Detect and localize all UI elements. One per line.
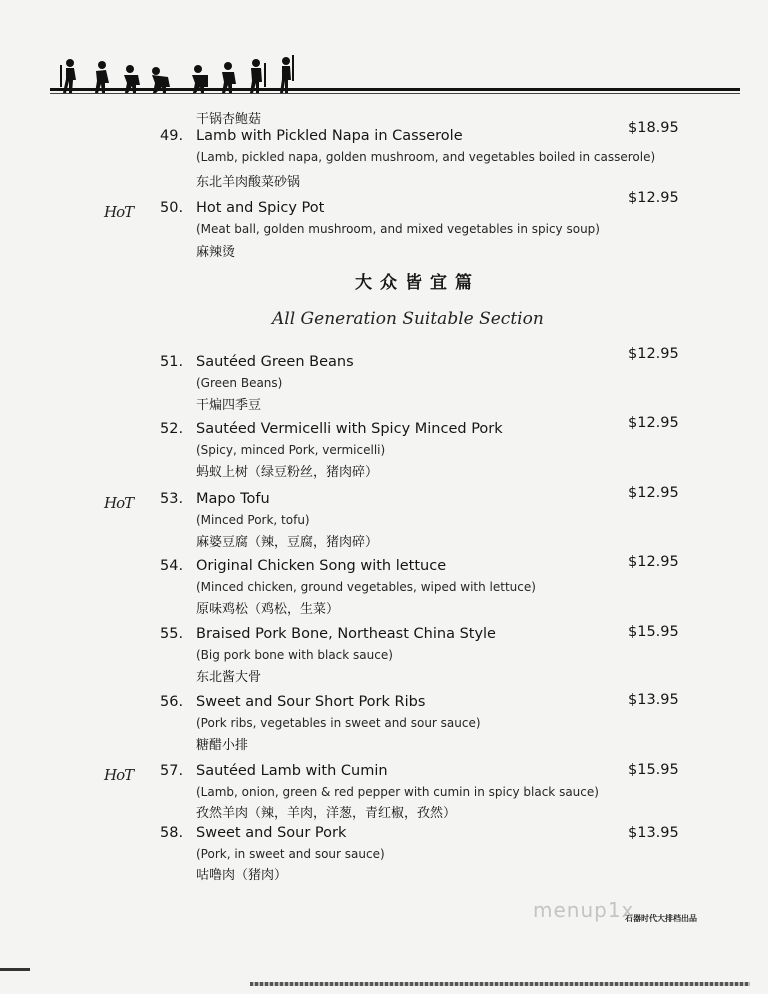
item-name: Sweet and Sour Pork — [196, 825, 347, 841]
item-number: 55. — [160, 626, 184, 642]
item-description: (Pork, in sweet and sour sauce) — [196, 847, 385, 861]
item-description: (Green Beans) — [196, 376, 283, 390]
item-price: $13.95 — [628, 692, 679, 708]
item-name: Sautéed Lamb with Cumin — [196, 763, 388, 779]
item-number: 52. — [160, 421, 184, 437]
item-chinese-name: 咕噜肉（猪肉） — [196, 868, 288, 883]
prev-item-chinese-name: 干锅杏鲍菇 — [196, 112, 262, 127]
hot-marker: HoT — [104, 203, 134, 221]
hot-marker: HoT — [104, 494, 134, 512]
site-watermark: menup1x — [533, 898, 635, 922]
item-price: $12.95 — [628, 485, 679, 501]
scan-edge — [0, 968, 30, 971]
item-description: (Lamb, onion, green & red pepper with cumin in spicy black sauce) — [196, 785, 599, 799]
section-title-english: All Generation Suitable Section — [272, 309, 544, 329]
item-description: (Pork ribs, vegetables in sweet and sour sauce) — [196, 716, 481, 730]
item-name: Sweet and Sour Short Pork Ribs — [196, 694, 426, 710]
item-chinese-name: 麻辣烫 — [196, 245, 236, 260]
bottom-rule — [250, 982, 750, 986]
item-description: (Big pork bone with black sauce) — [196, 648, 393, 662]
item-number: 51. — [160, 354, 184, 370]
item-price: $18.95 — [628, 120, 679, 136]
item-price: $12.95 — [628, 554, 679, 570]
item-chinese-name: 东北酱大骨 — [196, 670, 262, 685]
item-name: Mapo Tofu — [196, 491, 270, 507]
item-name: Lamb with Pickled Napa in Casserole — [196, 128, 463, 144]
item-chinese-name: 原味鸡松（鸡松，生菜） — [196, 602, 340, 617]
item-chinese-name: 糖醋小排 — [196, 738, 249, 753]
item-description: (Meat ball, golden mushroom, and mixed vegetables in spicy soup) — [196, 222, 600, 236]
item-name: Braised Pork Bone, Northeast China Style — [196, 626, 496, 642]
item-number: 50. — [160, 200, 184, 216]
item-price: $12.95 — [628, 346, 679, 362]
item-chinese-name: 蚂蚁上树（绿豆粉丝，猪肉碎） — [196, 465, 379, 480]
item-description: (Minced Pork, tofu) — [196, 513, 310, 527]
item-number: 53. — [160, 491, 184, 507]
item-number: 58. — [160, 825, 184, 841]
hot-marker: HoT — [104, 766, 134, 784]
item-chinese-name: 孜然羊肉（辣，羊肉，洋葱，青红椒，孜然） — [196, 806, 457, 821]
item-number: 57. — [160, 763, 184, 779]
item-number: 49. — [160, 128, 184, 144]
item-name: Sautéed Green Beans — [196, 354, 354, 370]
item-price: $15.95 — [628, 762, 679, 778]
item-name: Sautéed Vermicelli with Spicy Minced Pork — [196, 421, 503, 437]
item-price: $13.95 — [628, 825, 679, 841]
item-price: $12.95 — [628, 190, 679, 206]
item-price: $12.95 — [628, 415, 679, 431]
item-number: 54. — [160, 558, 184, 574]
item-name: Original Chicken Song with lettuce — [196, 558, 447, 574]
item-price: $15.95 — [628, 624, 679, 640]
item-chinese-name: 麻婆豆腐（辣，豆腐，猪肉碎） — [196, 535, 379, 550]
item-number: 56. — [160, 694, 184, 710]
publisher-credit: 石器时代大排档出品 — [625, 914, 697, 923]
header-rule — [50, 88, 740, 91]
header-rule-thin — [50, 93, 740, 94]
item-description: (Lamb, pickled napa, golden mushroom, and vegetables boiled in casserole) — [196, 150, 656, 164]
item-description: (Spicy, minced Pork, vermicelli) — [196, 443, 386, 457]
item-name: Hot and Spicy Pot — [196, 200, 325, 216]
item-chinese-name: 干煸四季豆 — [196, 398, 262, 413]
item-description: (Minced chicken, ground vegetables, wiped with lettuce) — [196, 580, 536, 594]
item-chinese-name: 东北羊肉酸菜砂锅 — [196, 175, 301, 190]
section-title-chinese: 大众皆宜篇 — [355, 273, 480, 293]
